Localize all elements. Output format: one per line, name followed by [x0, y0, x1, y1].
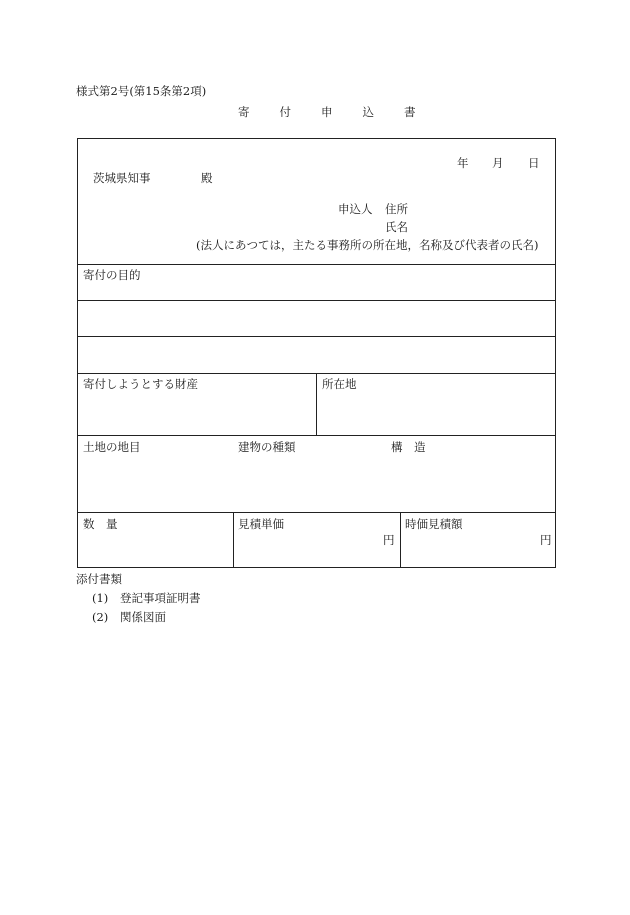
- market-value-label: 時価見積額: [405, 517, 463, 531]
- form-number: 様式第2号(第15条第2項): [76, 84, 207, 98]
- unit-price-label: 見積単価: [238, 517, 284, 531]
- location-label: 所在地: [322, 377, 357, 391]
- title-char: 込: [362, 105, 374, 119]
- applicant-label: 申込人: [338, 202, 373, 216]
- address-label: 住所: [385, 202, 408, 216]
- attachment-number: (2): [92, 610, 109, 624]
- market-value-unit: 円: [540, 533, 552, 547]
- building-type-label: 建物の種類: [238, 440, 296, 454]
- date-year-label: 年: [457, 156, 469, 170]
- land-category-label: 土地の地目: [83, 440, 141, 454]
- attachment-label: 関係図面: [120, 610, 166, 624]
- name-label: 氏名: [385, 220, 408, 234]
- quantity-label: 数 量: [83, 517, 118, 531]
- title-char: 書: [404, 105, 416, 119]
- column-divider: [316, 373, 317, 435]
- honorific: 殿: [201, 171, 213, 185]
- date-month-label: 月: [492, 156, 504, 170]
- title-char: 申: [321, 105, 333, 119]
- attachments-title: 添付書類: [76, 572, 122, 586]
- date-day-label: 日: [528, 156, 540, 170]
- row-divider: [78, 264, 555, 265]
- column-divider: [400, 512, 401, 568]
- attachment-item: [92, 591, 201, 605]
- column-divider: [233, 512, 234, 568]
- unit-price-unit: 円: [383, 533, 395, 547]
- row-divider: [78, 435, 555, 436]
- structure-label: 構 造: [391, 440, 426, 454]
- row-divider: [78, 336, 555, 337]
- property-label: 寄付しようとする財産: [83, 377, 198, 391]
- title-char: 寄: [238, 105, 250, 119]
- purpose-label: 寄付の目的: [83, 268, 141, 282]
- addressee: 茨城県知事: [93, 171, 151, 185]
- row-divider: [78, 300, 555, 301]
- row-divider: [78, 512, 555, 513]
- attachment-item: [92, 610, 166, 624]
- attachment-number: (1): [92, 591, 109, 605]
- document-title: [238, 105, 416, 119]
- attachment-label: 登記事項証明書: [120, 591, 201, 605]
- corporation-note: (法人にあつては，主たる事務所の所在地，名称及び代表者の氏名): [196, 238, 539, 252]
- application-form: [77, 138, 556, 568]
- title-char: 付: [279, 105, 291, 119]
